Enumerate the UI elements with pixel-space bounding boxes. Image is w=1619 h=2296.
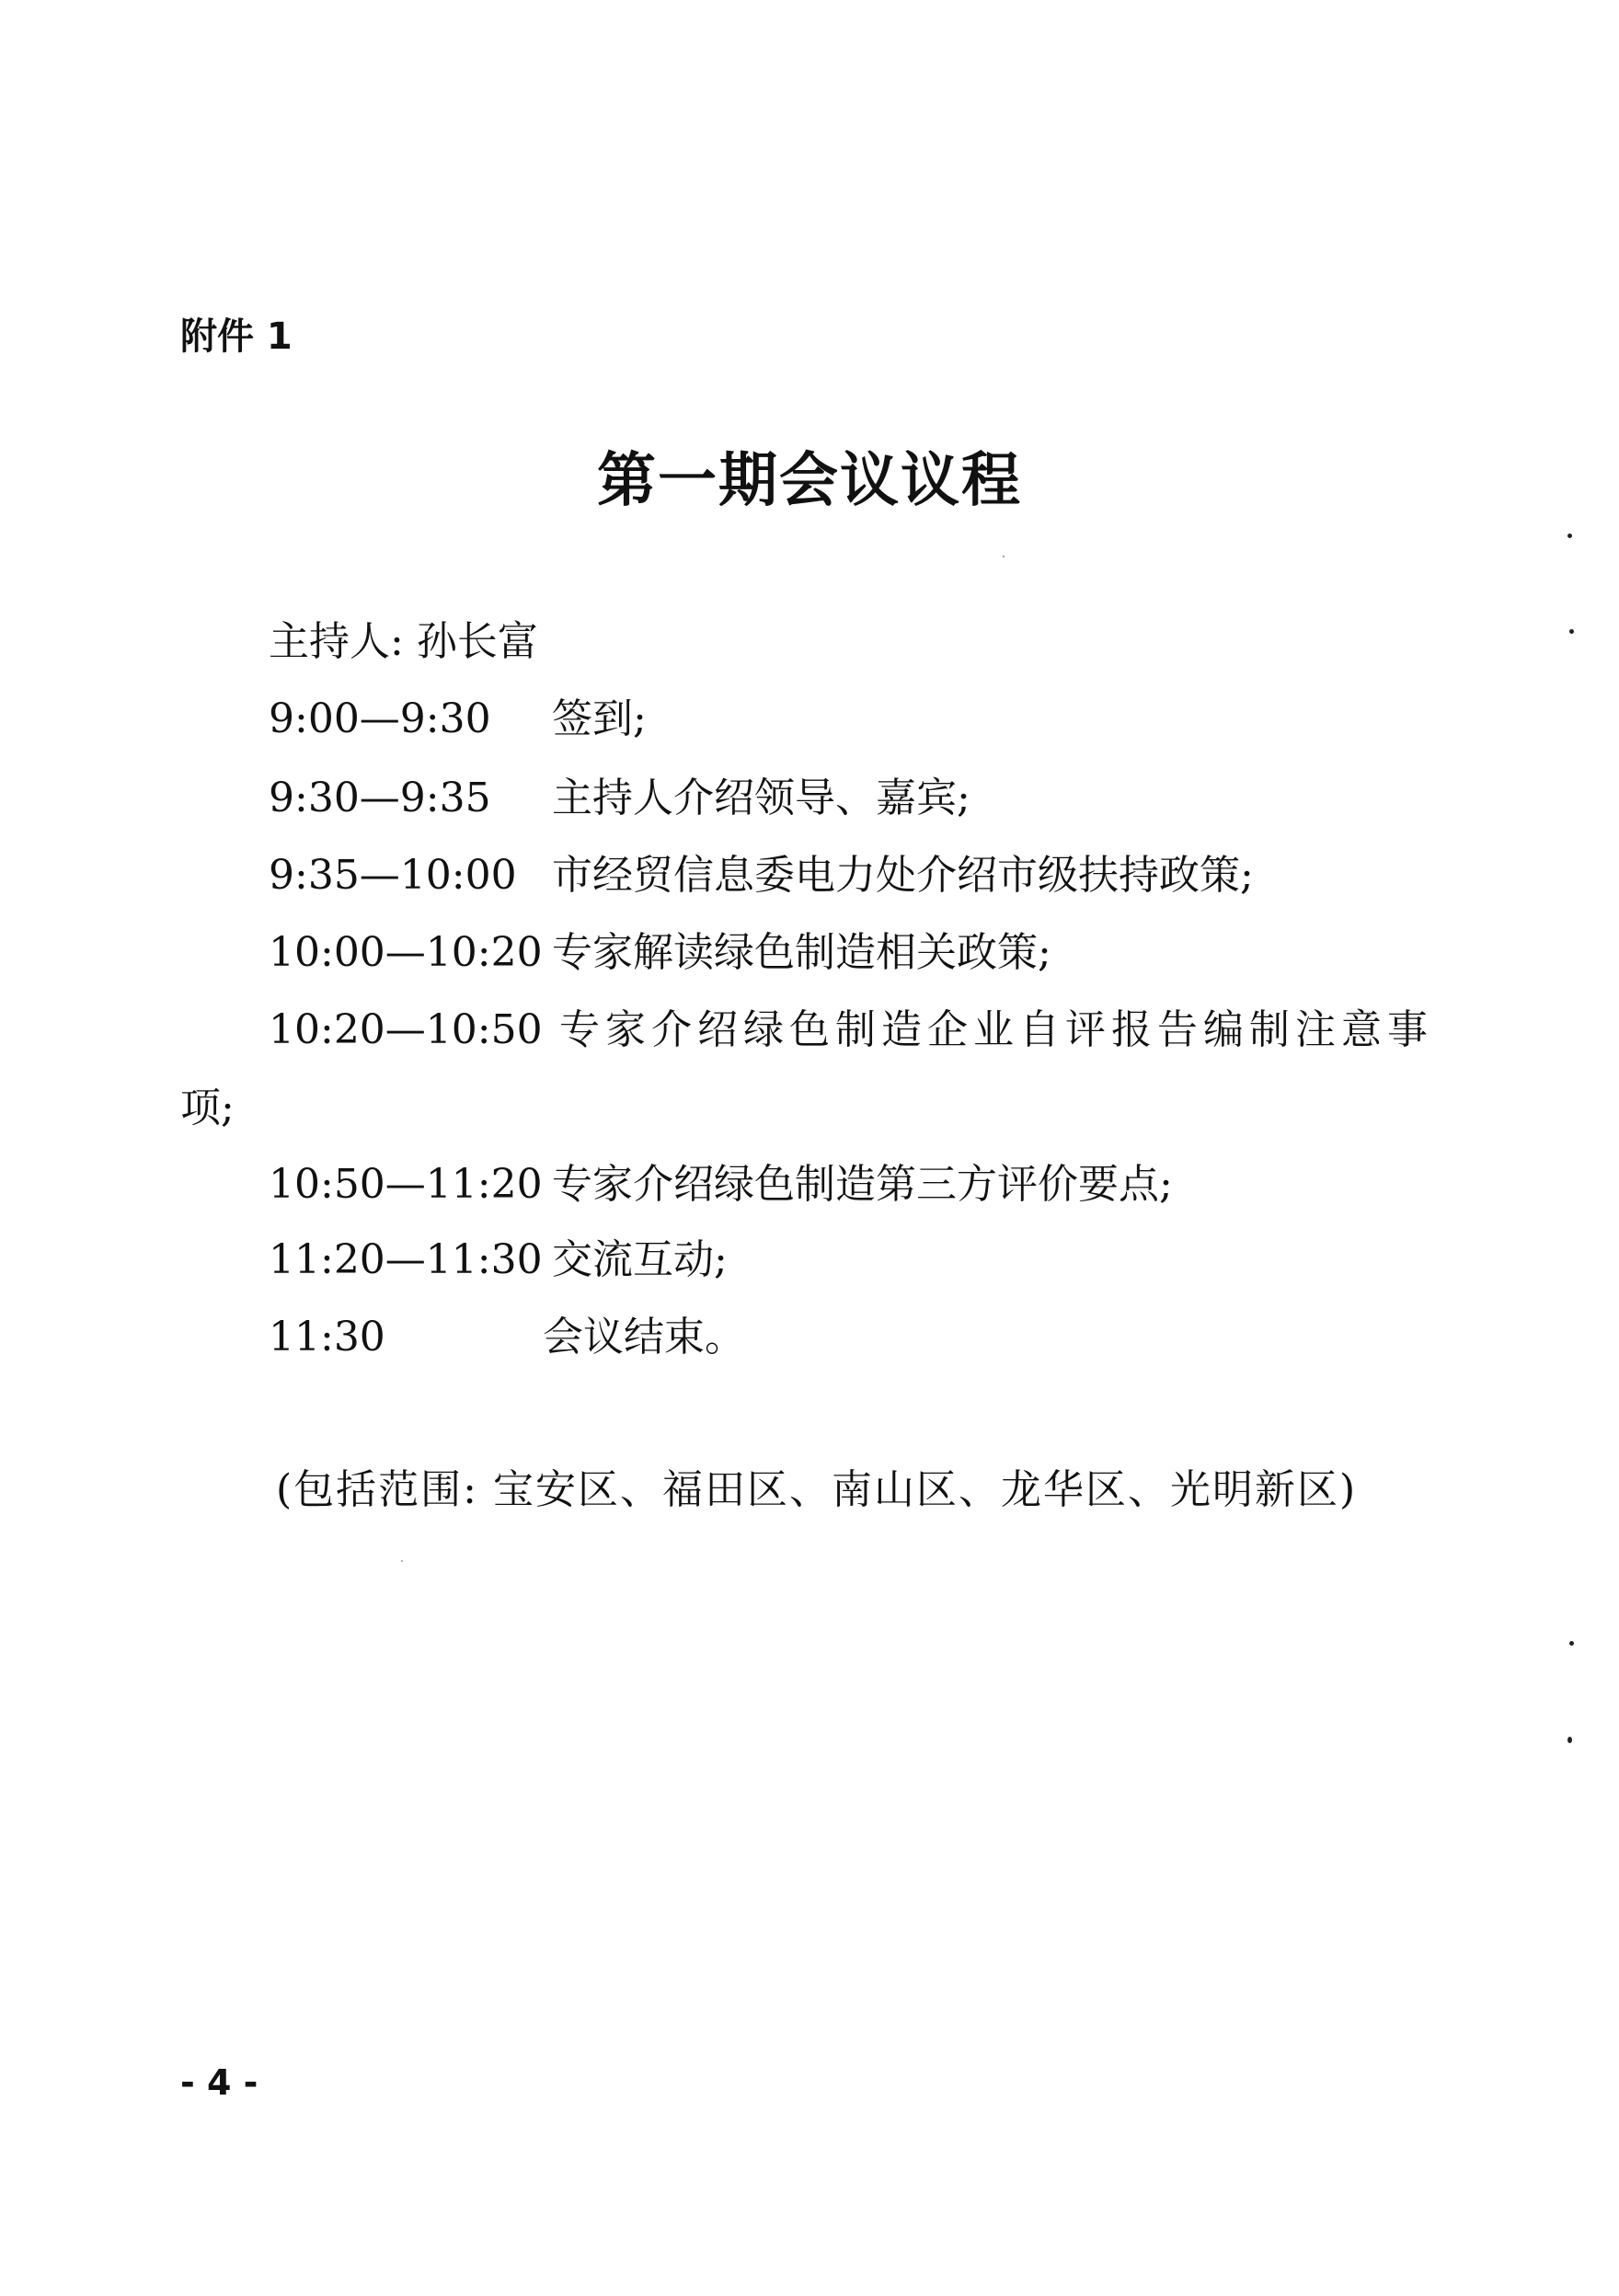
document-title: 第一期会议议程 — [597, 447, 1022, 515]
agenda-time: 9:35—10:00 — [269, 852, 517, 899]
host-name: 孙长富 — [416, 618, 538, 665]
scan-speck — [1569, 1641, 1574, 1646]
scan-speck — [401, 1560, 403, 1562]
scan-speck — [1567, 534, 1572, 538]
agenda-event: 会议结束。 — [543, 1314, 745, 1360]
agenda-event: 市经贸信息委电力处介绍市级扶持政策; — [552, 852, 1254, 899]
agenda-event: 专家介绍绿色制造企业自评报告编制注意事 — [559, 1006, 1433, 1053]
page-number: - 4 - — [180, 2062, 258, 2103]
attachment-label: 附件 1 — [180, 316, 293, 358]
agenda-event: 签到; — [552, 695, 647, 742]
scan-speck — [1567, 1737, 1572, 1743]
agenda-event: 主持人介绍领导、嘉宾; — [552, 775, 970, 821]
host-label: 主持人: — [269, 618, 404, 665]
agenda-event: 专家解读绿色制造相关政策; — [552, 929, 1051, 976]
scan-speck — [1003, 556, 1005, 557]
agenda-time: 11:30 — [269, 1314, 385, 1360]
agenda-time: 10:00—10:20 — [269, 929, 543, 976]
agenda-event-continuation: 项; — [180, 1085, 235, 1131]
host-line — [269, 614, 538, 670]
agenda-time: 9:00—9:30 — [269, 695, 491, 742]
agenda-event: 专家介绍绿色制造第三方评价要点; — [552, 1161, 1173, 1208]
agenda-event: 交流互动; — [552, 1236, 728, 1283]
scan-speck — [1569, 629, 1574, 634]
agenda-time: 11:20—11:30 — [269, 1236, 543, 1283]
agenda-time: 9:30—9:35 — [269, 775, 491, 821]
scope-note: (包括范围: 宝安区、福田区、南山区、龙华区、光明新区) — [276, 1466, 1358, 1513]
agenda-time: 10:50—11:20 — [269, 1161, 543, 1208]
agenda-time: 10:20—10:50 — [269, 1006, 543, 1053]
